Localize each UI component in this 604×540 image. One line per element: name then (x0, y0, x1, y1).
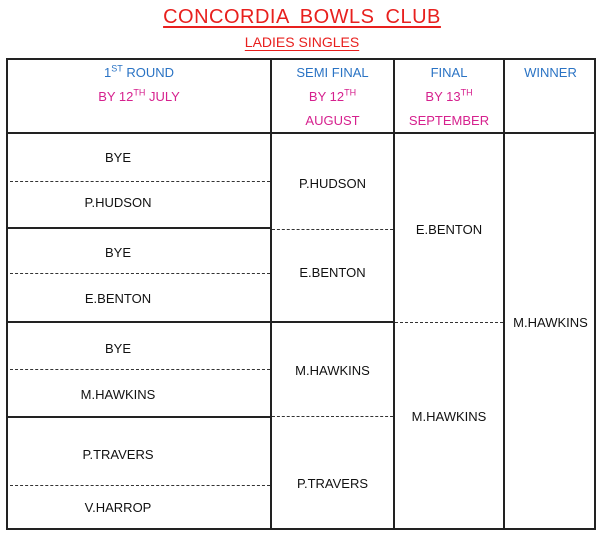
final-player: M.HAWKINS (411, 409, 487, 424)
semi-pair-line (272, 229, 393, 230)
round1-player: P.TRAVERS (82, 447, 154, 462)
r1-group-separator (6, 321, 272, 323)
column-divider-3 (503, 58, 505, 530)
round1-player: E.BENTON (84, 291, 152, 306)
header-round1: 1ST ROUND BY 12TH JULY (98, 63, 180, 104)
semi-pair-line (272, 416, 393, 417)
semi-player: P.TRAVERS (296, 476, 369, 491)
header-final: FINAL BY 13TH SEPTEMBER (408, 65, 490, 128)
round1-player: P.HUDSON (84, 195, 152, 210)
semi-player: P.HUDSON (299, 176, 366, 191)
r1-pair-line (10, 273, 270, 274)
r1-group-separator (6, 227, 272, 229)
header-semi-final: SEMI FINAL BY 12TH AUGUST (296, 65, 369, 128)
round1-player: BYE (104, 341, 131, 356)
semi-group-separator (270, 321, 395, 323)
header-winner: WINNER (524, 65, 577, 80)
r1-group-separator (6, 416, 272, 418)
winner-player: M.HAWKINS (513, 315, 588, 330)
semi-player: M.HAWKINS (295, 363, 370, 378)
r1-pair-line (10, 369, 270, 370)
club-title: CONCORDIA BOWLS CLUB (163, 6, 441, 28)
event-title: LADIES SINGLES (244, 34, 360, 50)
r1-pair-line (10, 485, 270, 486)
round1-player: V.HARROP (84, 500, 152, 515)
semi-player: E.BENTON (299, 265, 366, 280)
r1-pair-line (10, 181, 270, 182)
round1-player: BYE (104, 245, 131, 260)
round1-player: BYE (104, 150, 131, 165)
round1-player: M.HAWKINS (80, 387, 156, 402)
final-pair-line (395, 322, 503, 323)
final-player: E.BENTON (415, 222, 483, 237)
